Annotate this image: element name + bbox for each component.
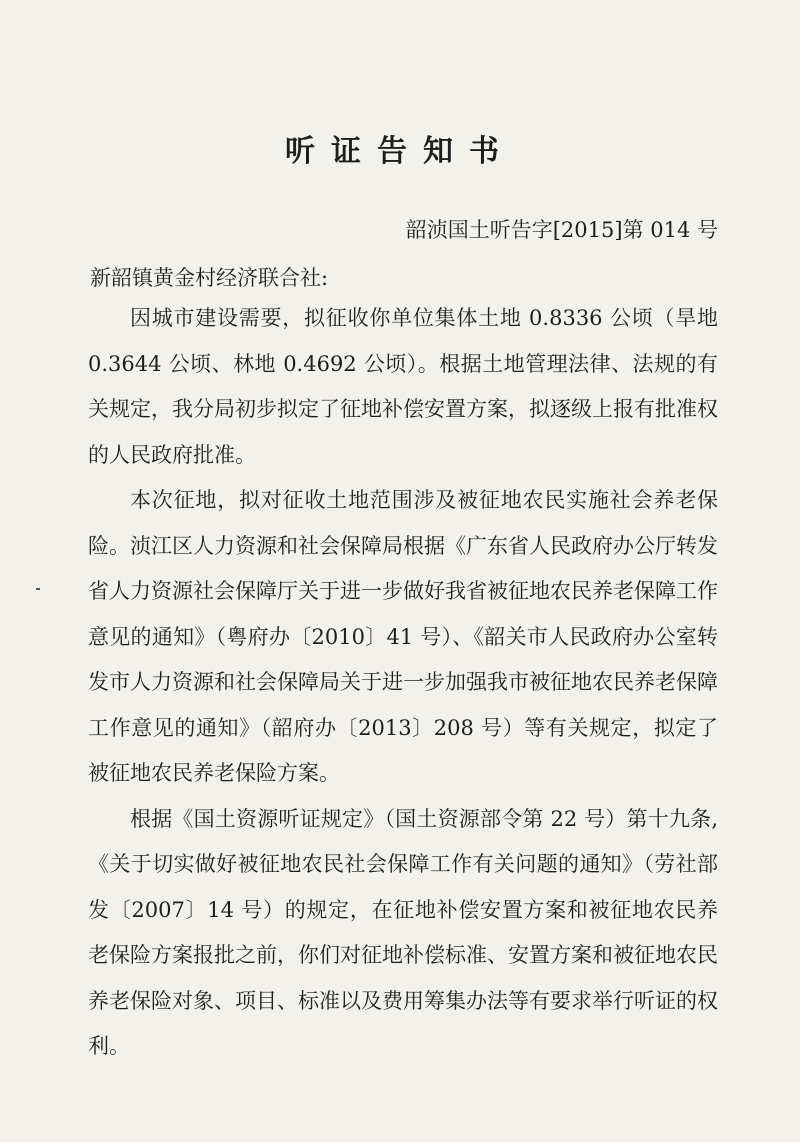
recipient-line: 新韶镇黄金村经济联合社:	[90, 266, 329, 290]
document-number: 韶浈国土听告字[2015]第 014 号	[405, 218, 718, 242]
margin-speck	[36, 588, 40, 590]
paragraph-3: 根据《国土资源听证规定》（国土资源部令第 22 号）第十九条,《关于切实做好被征地农民社会保障工作有关问题的通知》（劳社部发〔2007〕14 号）的规定，在征地补偿安置方案和被征地农民养老保险方案报批之前，你们对征地补偿标准、安置方案和被征地农民养老保险对象、项目、标准以及费用筹集办法等有要求举行听证的权利。	[88, 806, 718, 1058]
paragraph-1: 因城市建设需要，拟征收你单位集体土地 0.8336 公顷（旱地 0.3644 公顷、林地 0.4692 公顷）。根据土地管理法律、法规的有关规定，我分局初步拟定了征地补偿安置方案，拟逐级上报有批准权的人民政府批准。	[88, 306, 718, 467]
document-title: 听证告知书	[285, 134, 515, 169]
document-body	[88, 296, 718, 1070]
paragraph-2: 本次征地，拟对征收土地范围涉及被征地农民实施社会养老保险。浈江区人力资源和社会保障局根据《广东省人民政府办公厅转发省人力资源社会保障厅关于进一步做好我省被征地农民养老保障工作意见的通知》（粤府办〔2010〕41 号）、《韶关市人民政府办公室转发市人力资源和社会保障局关于进一步加强我市被征地农民养老保障工作意见的通知》（韶府办〔2013〕208 号）等有关规定，拟定了被征地农民养老保险方案。	[88, 488, 718, 785]
